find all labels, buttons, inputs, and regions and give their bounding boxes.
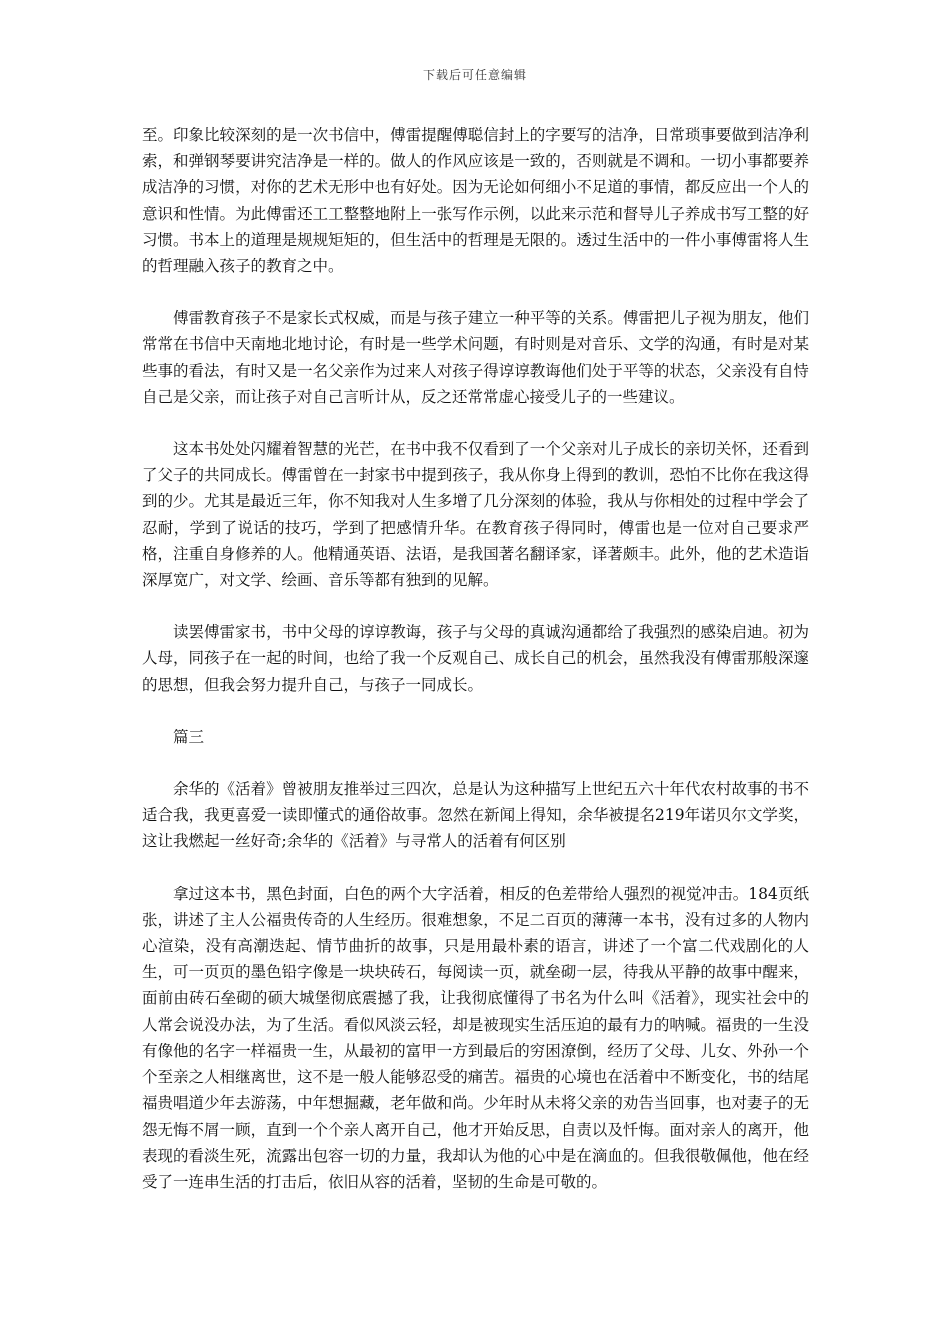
section-title: 篇三: [173, 727, 205, 746]
paragraph: 读罢傅雷家书，书中父母的谆谆教诲，孩子与父母的真诚沟通都给了我强烈的感染启迪。初为人母，同孩子在一起的时间，也给了我一个反观自己、成长自己的机会，虽然我没有傅雷那般深邃的思想，但我会努力提升自己，与孩子一同成长。: [142, 623, 809, 694]
paragraph: 拿过这本书，黑色封面，白色的两个大字活着，相反的色差带给人强烈的视觉冲击。184页纸张，讲述了主人公福贵传奇的人生经历。很难想象，不足二百页的薄薄一本书，没有过多的人物内心渲染，没有高潮迭起、情节曲折的故事，只是用最朴素的语言，讲述了一个富二代戏剧化的人生，可一页页的墨色铅字像是一块块砖石，每阅读一页，就垒砌一层，待我从平静的故事中醒来，面前由砖石垒砌的硕大城堡彻底震撼了我，让我彻底懂得了书名为什么叫《活着》，现实社会中的人常会说没办法，为了生活。看似风淡云轻，却是被现实生活压迫的最有力的呐喊。福贵的一生没有像他的名字一样福贵一生，从最初的富甲一方到最后的穷困潦倒，经历了父母、儿女、外孙一个个至亲之人相继离世，这不是一般人能够忍受的痛苦。福贵的心境也在活着中不断变化，书的结尾福贵唱道少年去游荡，中年想掘藏，老年做和尚。少年时从未将父亲的劝告当回事，也对妻子的无怨无悔不屑一顾，直到一个个亲人离开自己，他才开始反思，自责以及忏悔。面对亲人的离开，他表现的看淡生死，流露出包容一切的力量，我却认为他的心中是在滴血的。但我很敬佩他，他在经受了一连串生活的打击后，依旧从容的活着，坚韧的生命是可敬的。: [142, 884, 809, 1191]
paragraph: 余华的《活着》曾被朋友推举过三四次，总是认为这种描写上世纪五六十年代农村故事的书不适合我，我更喜爱一读即懂式的通俗故事。忽然在新闻上得知，余华被提名219年诺贝尔文学奖，这让我燃起一丝好奇;余华的《活着》与寻常人的活着有何区别: [142, 780, 809, 851]
paragraph: 这本书处处闪耀着智慧的光芒，在书中我不仅看到了一个父亲对儿子成长的亲切关怀，还看到了父子的共同成长。傅雷曾在一封家书中提到孩子，我从你身上得到的教训，恐怕不比你在我这得到的少。尤其是最近三年，你不知我对人生多增了几分深刻的体验，我从与你相处的过程中学会了忍耐，学到了说话的技巧，学到了把感情升华。在教育孩子得同时，傅雷也是一位对自己要求严格，注重自身修养的人。他精通英语、法语，是我国著名翻译家，译著颇丰。此外，他的艺术造诣深厚宽广，对文学、绘画、音乐等都有独到的见解。: [142, 440, 809, 590]
document-body: [142, 122, 809, 1221]
paragraph: 傅雷教育孩子不是家长式权威，而是与孩子建立一种平等的关系。傅雷把儿子视为朋友，他们常常在书信中天南地北地讨论，有时是一些学术问题，有时则是对音乐、文学的沟通，有时是对某些事的看法，有时又是一名父亲作为过来人对孩子得谆谆教诲他们处于平等的状态，父亲没有自恃自己是父亲，而让孩子对自己言听计从，反之还常常虚心接受儿子的一些建议。: [142, 309, 809, 406]
paragraph-continued: 至。印象比较深刻的是一次书信中，傅雷提醒傅聪信封上的字要写的洁净，日常琐事要做到洁净利索，和弹钢琴要讲究洁净是一样的。做人的作风应该是一致的，否则就是不调和。一切小事都要养成洁净的习惯，对你的艺术无形中也有好处。因为无论如何细小不足道的事情，都反应出一个人的意识和性情。为此傅雷还工工整整地附上一张写作示例，以此来示范和督导儿子养成书写工整的好习惯。书本上的道理是规规矩矩的，但生活中的哲理是无限的。透过生活中的一件小事傅雷将人生的哲理融入孩子的教育之中。: [142, 126, 809, 276]
page-header: 下载后可任意编辑: [422, 68, 527, 82]
